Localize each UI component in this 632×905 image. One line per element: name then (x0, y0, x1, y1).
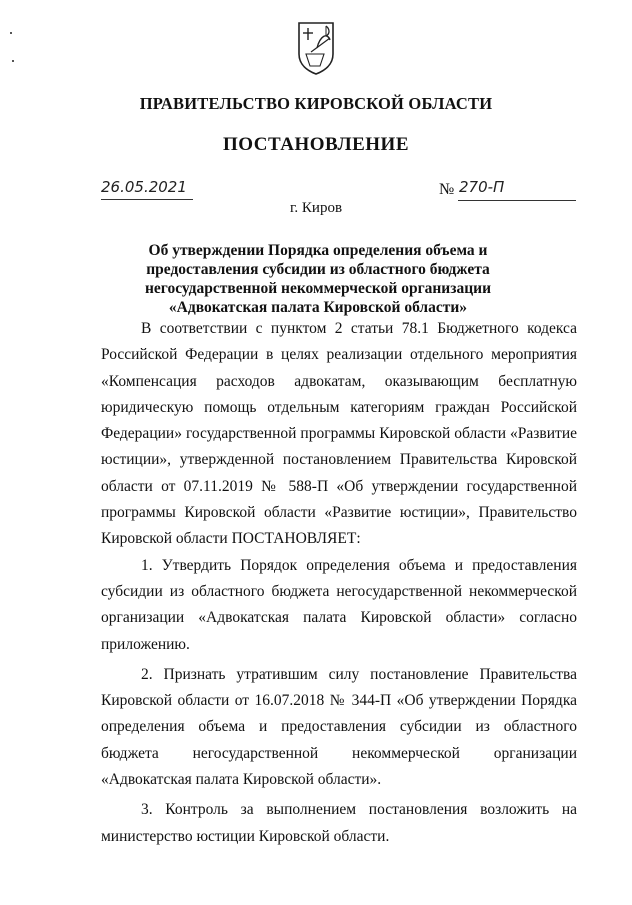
scan-speck (12, 60, 14, 62)
paragraph-item-1: 1. Утвердить Порядок определения объема и предоставления субсидии из областного бюджета негосударственной некоммерческой организации «Адвокатская палата Кировской области» согласно приложению. (101, 556, 577, 653)
paragraph-item-2: 2. Признать утратившим силу постановление Правительства Кировской области от 16.07.2018 № 344-П «Об утверждении Порядка определения объема и предоставления субсидии из областного бюджета негосударственной некоммерческой организации «Адвокатская палата Кировской области». (101, 665, 577, 789)
paragraph-item-3: 3. Контроль за выполнением постановления возложить на министерство юстиции Кировской области. (101, 801, 577, 845)
number-sign: № (439, 181, 455, 198)
document-title: Об утверждении Порядка определения объема и предоставления субсидии из областного бюджета негосударственной некоммерческой организации «Адвокатская палата Кировской области» (144, 242, 492, 316)
document-number: 270-П (459, 178, 505, 196)
preamble-paragraph: В соответствии с пунктом 2 статьи 78.1 Бюджетного кодекса Российской Федерации в целях реализации отдельного мероприятия «Компенсация расходов адвокатам, оказывающим бесплатную юридическую помощь отдельным категориям граждан Российской Федерации» государственной программы Кировской области «Развитие юстиции», утвержденной постановлением Правительства Кировской области от 07.11.2019 № 588-П «Об утверждении государственной программы Кировской области «Развитие юстиции», Правительство Кировской области ПОСТАНОВЛЯЕТ: (101, 320, 577, 548)
document-date: 26.05.2021 (101, 178, 187, 196)
city: г. Киров (289, 200, 343, 216)
scan-speck (10, 32, 12, 34)
government-name: ПРАВИТЕЛЬСТВО КИРОВСКОЙ ОБЛАСТИ (139, 94, 493, 113)
document-type: ПОСТАНОВЛЕНИЕ (222, 134, 410, 155)
document-body (101, 316, 577, 850)
kirov-region-coat-of-arms-icon (296, 20, 336, 76)
